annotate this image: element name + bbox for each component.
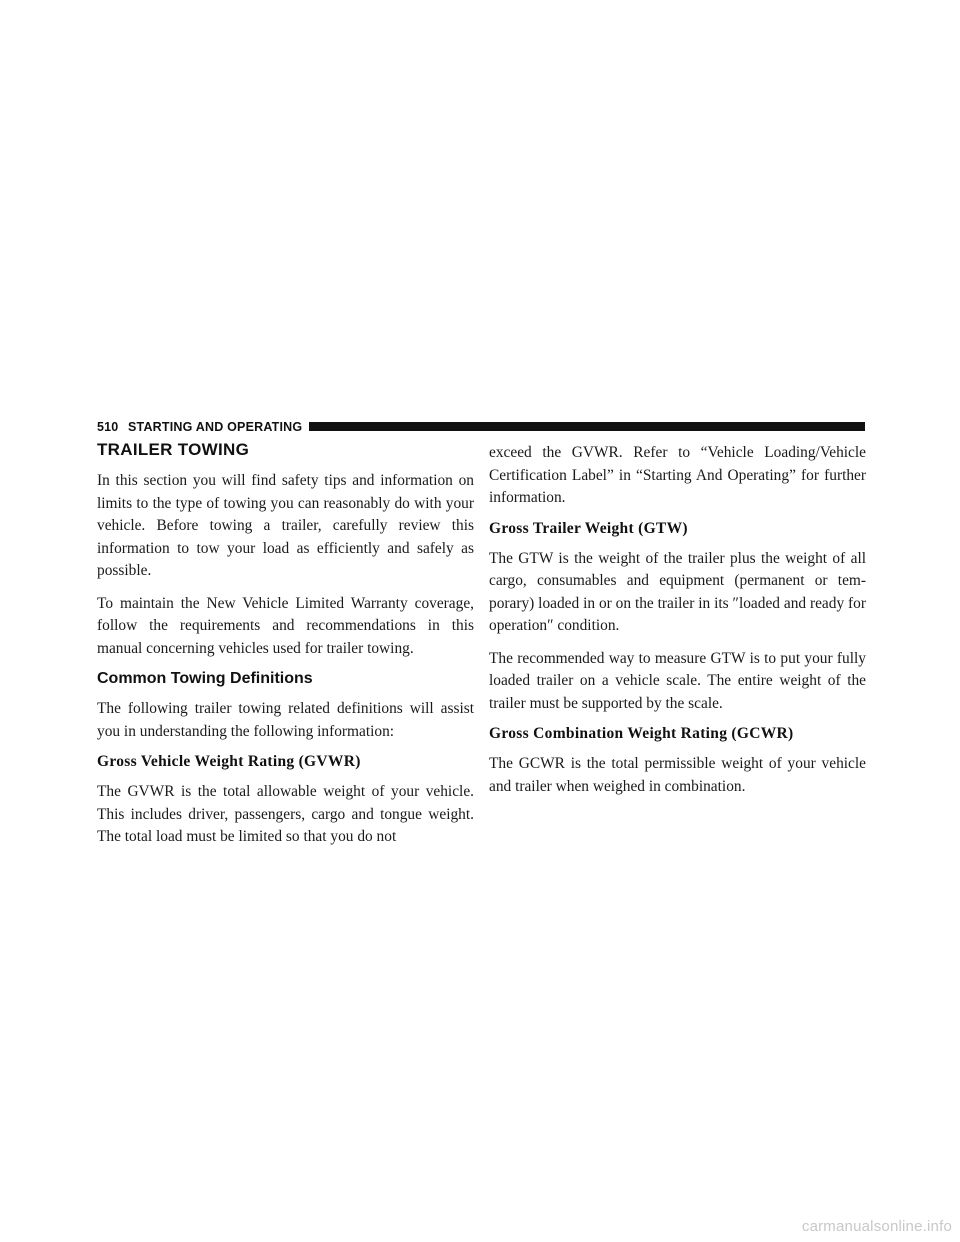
right-column bbox=[489, 442, 866, 808]
intro-paragraph: In this section you will find safety tips and information on limits to the type of towing you can reasonably do with your vehicle. Before towing a trailer, carefully review this information to tow your load as efficiently and safely as possible. bbox=[97, 472, 474, 579]
watermark: carmanualsonline.info bbox=[801, 1218, 952, 1235]
gvwr-heading: Gross Vehicle Weight Rating (GVWR) bbox=[97, 753, 361, 770]
definitions-heading: Common Towing Definitions bbox=[97, 670, 313, 687]
gtw-heading: Gross Trailer Weight (GTW) bbox=[489, 519, 688, 537]
gtw-paragraph: The GTW is the weight of the trailer plus the weight of all cargo, consumables and equipment (permanent or tem-porary) loaded in or on the trailer in its ″loaded and ready for operation″ condition. bbox=[489, 549, 866, 634]
page-number: 510 bbox=[97, 420, 119, 434]
page-header bbox=[97, 419, 865, 435]
definitions-intro: The following trailer towing related definitions will assist you in understanding the following information: bbox=[97, 700, 474, 740]
left-column bbox=[97, 438, 474, 859]
warranty-paragraph: To maintain the New Vehicle Limited Warranty coverage, follow the requirements and recommendations in this manual concerning vehicles used for trailer towing. bbox=[97, 594, 474, 657]
gcwr-heading: Gross Combination Weight Rating (GCWR) bbox=[489, 725, 794, 742]
gvwr-paragraph: The GVWR is the total allowable weight of your vehicle. This includes driver, passengers, cargo and tongue weight. The total load must be limited so that you do not bbox=[97, 783, 474, 845]
page-title: TRAILER TOWING bbox=[97, 440, 250, 459]
gvwr-continued-paragraph: exceed the GVWR. Refer to “Vehicle Loading/Vehicle Certification Label” in “Starting And Operating” for further information. bbox=[489, 444, 866, 506]
section-title: STARTING AND OPERATING bbox=[128, 420, 303, 434]
gcwr-paragraph: The GCWR is the total permissible weight of your vehicle and trailer when weighed in combination. bbox=[489, 755, 866, 795]
gtw-measure-paragraph: The recommended way to measure GTW is to put your fully loaded trailer on a vehicle scale. The entire weight of the trailer must be supported by the scale. bbox=[489, 649, 866, 712]
header-rule bbox=[309, 422, 865, 431]
